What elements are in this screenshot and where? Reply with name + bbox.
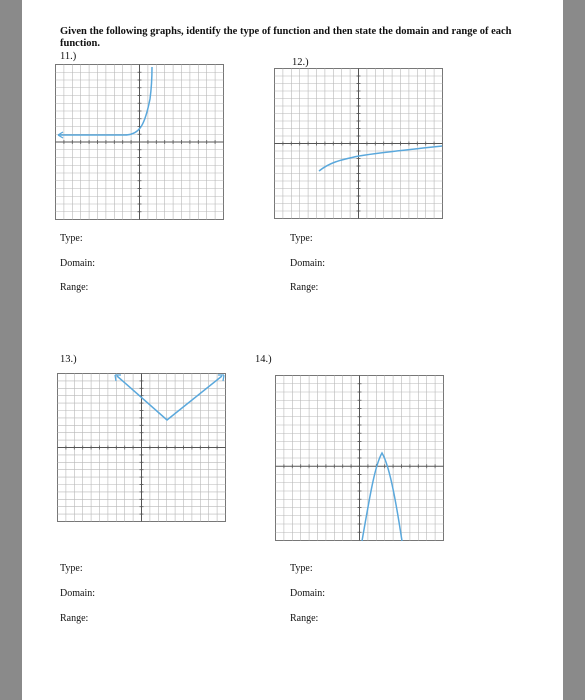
problem-13-type-label: Type: — [60, 563, 83, 574]
problem-14-type-label: Type: — [290, 563, 313, 574]
problem-13-range-label: Range: — [60, 613, 89, 624]
problem-11-range-label: Range: — [60, 282, 89, 293]
problem-14-range-label: Range: — [290, 613, 319, 624]
problem-13-number: 13.) — [60, 354, 77, 365]
problem-12-range-label: Range: — [290, 282, 319, 293]
problem-13-domain-label: Domain: — [60, 588, 95, 599]
problem-12-number: 12.) — [292, 57, 309, 68]
problem-11-type-label: Type: — [60, 233, 83, 244]
curve-13 — [117, 376, 222, 420]
problem-12-type-label: Type: — [290, 233, 313, 244]
instructions-heading: Given the following graphs, identify the type of function and then state the domain and range of each function. — [60, 26, 512, 49]
graph-14 — [275, 375, 447, 543]
graph-13 — [57, 373, 227, 525]
problem-14-domain-label: Domain: — [290, 588, 325, 599]
problem-11-number: 11.) — [60, 51, 77, 62]
graph-11 — [55, 64, 225, 224]
problem-11-domain-label: Domain: — [60, 258, 95, 269]
problem-14-number: 14.) — [255, 354, 272, 365]
problem-12-domain-label: Domain: — [290, 258, 325, 269]
graph-12 — [274, 68, 446, 223]
worksheet-page — [22, 0, 563, 700]
